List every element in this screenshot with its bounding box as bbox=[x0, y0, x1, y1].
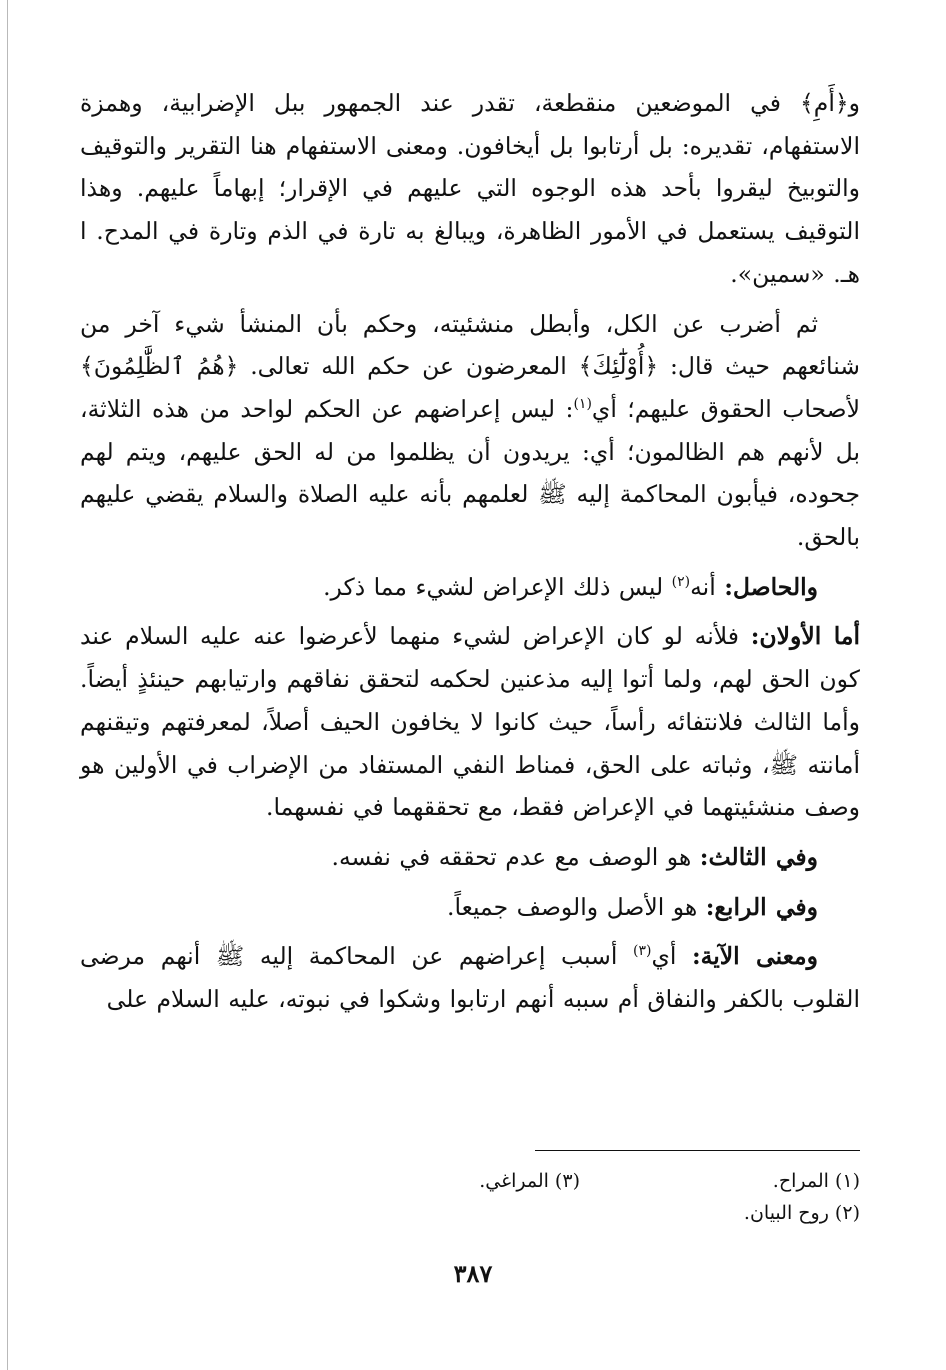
footnotes bbox=[300, 1165, 860, 1229]
paragraph-6-lead: وفي الرابع: bbox=[705, 892, 818, 921]
footnote-ref-1: (١) bbox=[573, 396, 592, 413]
paragraph-3-text: أنه bbox=[690, 572, 725, 601]
footnote-row-1 bbox=[300, 1165, 860, 1197]
paragraph-5-lead: وفي الثالث: bbox=[699, 842, 818, 871]
footnote-separator bbox=[535, 1150, 860, 1151]
paragraph-6 bbox=[80, 886, 860, 929]
paragraph-7-lead: ومعنى الآية: bbox=[691, 942, 818, 971]
paragraph-2-text: ثم أضرب عن الكل، وأبطل منشئيته، وحكم بأن المنشأ شيء آخر من شنائعهم حيث قال: ﴿أُوْلَٰٓئِكَ﴾ المعرضون عن حكم الله تعالى. ﴿هُمُ ٱلظَّٰلِمُونَ﴾ لأصحاب الحقوق عليهم؛ أي bbox=[80, 309, 861, 423]
paragraph-4 bbox=[80, 615, 860, 829]
main-text bbox=[80, 82, 860, 1028]
paragraph-2-text-after: : ليس إعراضهم عن الحكم لواحد من هذه الثلاثة، بل لأنهم هم الظالمون؛ أي: يريدون أن يظلموا من له الحق عليهم، ويتم لهم جحوده، فيأبون المحاكمة إليه ﷺ لعلمهم بأنه عليه الصلاة والسلام يقضي عليهم بالحق. bbox=[80, 394, 860, 552]
footnote-row-2 bbox=[300, 1197, 860, 1229]
paragraph-4-text: فلأنه لو كان الإعراض لشيء منهما لأعرضوا عنه عليه السلام عند كون الحق لهم، ولما أتوا إليه مذعنين لحكمه لتحقق نفاقهم وارتيابهم حينئذٍ أيضاً. وأما الثالث فلانتفائه رأساً، حيث كانوا لا يخافون الحيف أصلاً، لمعرفتهم وتيقنهم أمانته ﷺ، وثباته على الحق، فمناط النفي المستفاد من الإضراب في الأولين هو وصف منشئيتهما في الإعراض فقط، مع تحققهما في نفسهما. bbox=[80, 622, 860, 822]
paragraph-7-text-after: أسبب إعراضهم عن المحاكمة إليه ﷺ أنهم مرضى القلوب بالكفر والنفاق أم سببه أنهم ارتابوا وشكوا في نبوته، عليه السلام على bbox=[80, 942, 860, 1014]
footnote-ref-3: (٣) bbox=[632, 943, 652, 960]
paragraph-3-text-after: ليس ذلك الإعراض لشيء مما ذكر. bbox=[323, 572, 672, 601]
footnote-2: (٢) روح البيان. bbox=[743, 1202, 860, 1224]
page-number: ٣٨٧ bbox=[453, 1259, 493, 1288]
paragraph-3 bbox=[80, 566, 860, 609]
footnote-3: (٣) المراغي. bbox=[479, 1170, 580, 1192]
footnote-ref-2: (٢) bbox=[671, 573, 691, 590]
paragraph-1 bbox=[80, 82, 860, 296]
paragraph-7 bbox=[80, 935, 860, 1020]
paragraph-4-lead: أما الأولان: bbox=[750, 622, 860, 651]
paragraph-3-lead: والحاصل: bbox=[724, 572, 818, 601]
paragraph-7-text: أي bbox=[651, 942, 692, 971]
paragraph-2 bbox=[80, 303, 860, 559]
footnote-1: (١) المراح. bbox=[772, 1170, 860, 1192]
paragraph-5 bbox=[80, 836, 860, 879]
paragraph-1-text: و﴿أَمِ﴾ في الموضعين منقطعة، تقدر عند الجمهور ببل الإضرابية، وهمزة الاستفهام، تقديره: بل أرتابوا بل أيخافون. ومعنى الاستفهام هنا التقرير والتوقيف والتوبيخ ليقروا بأحد هذه الوجوه التي عليهم في الإقرار؛ إبهاماً عليهم. وهذا التوقيف يستعمل في الأمور الظاهرة، ويبالغ به تارة في الذم وتارة في المدح. ا هـ. «سمين». bbox=[80, 89, 861, 288]
paragraph-5-text: هو الوصف مع عدم تحققه في نفسه. bbox=[331, 842, 700, 871]
page-edge-line bbox=[7, 0, 8, 1370]
paragraph-6-text: هو الأصل والوصف جميعاً. bbox=[447, 892, 706, 921]
